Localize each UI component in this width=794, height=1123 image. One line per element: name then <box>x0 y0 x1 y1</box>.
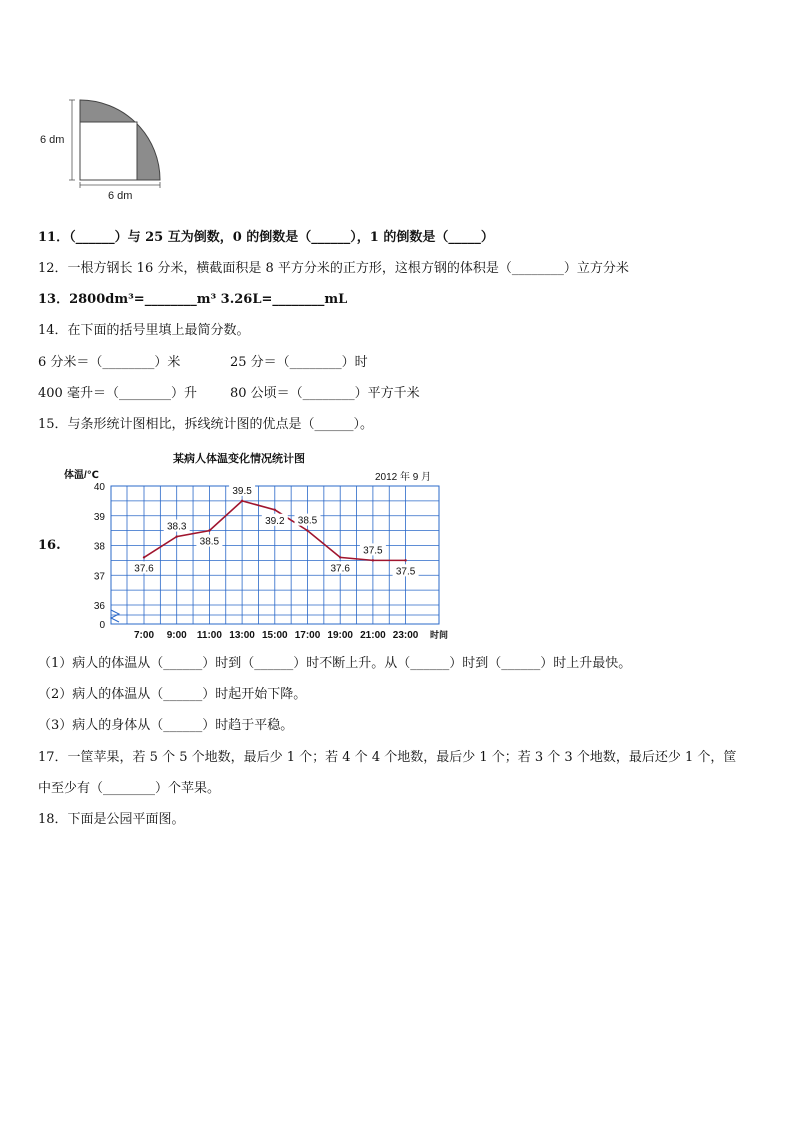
question-16-part-1: （1）病人的体温从（______）时到（______）时不断上升。从（______）时到（______）时上升最快。 <box>38 656 632 671</box>
chart-grid <box>111 486 439 624</box>
inscribed-square <box>80 122 137 180</box>
data-point <box>339 556 341 558</box>
data-label: 39.2 <box>265 515 285 527</box>
x-tick-label: 11:00 <box>196 630 222 641</box>
x-tick-label: 23:00 <box>392 630 419 641</box>
question-14a: 6 分米＝（________）米 <box>38 355 181 370</box>
data-point <box>372 559 374 561</box>
data-label: 37.5 <box>395 566 416 578</box>
x-tick-label: 15:00 <box>262 630 288 641</box>
y-tick-label: 36 <box>93 601 105 612</box>
question-14c: 400 毫升＝（________）升 <box>38 386 197 401</box>
y-tick-label: 39 <box>93 511 105 523</box>
data-point <box>404 559 406 561</box>
question-13: 13．2800dm³=________m³ 3.26L=________mL <box>38 292 348 307</box>
chart-date-note: 2012 年 9 月 <box>375 472 432 483</box>
temperature-line-chart <box>60 448 460 644</box>
question-12: 12．一根方钢长 16 分米，横截面积是 8 平方分米的正方形，这根方钢的体积是（________）立方分米 <box>38 261 629 276</box>
x-tick-label: 19:00 <box>327 630 353 641</box>
y-tick-label: 0 <box>99 620 105 631</box>
data-label: 39.5 <box>232 485 252 497</box>
question-11: 11．（______）与 25 互为倒数，0 的倒数是（______），1 的倒数是（_____） <box>38 230 494 245</box>
question-17-line-2: 中至少有（________）个苹果。 <box>38 781 221 796</box>
bottom-dimension-label: 6 dm <box>108 190 133 202</box>
x-tick-label: 21:00 <box>360 630 386 641</box>
y-tick-label: 40 <box>93 482 105 493</box>
data-label: 37.6 <box>330 563 350 575</box>
data-label: 37.5 <box>363 545 383 557</box>
data-label: 38.3 <box>166 521 187 533</box>
data-point <box>143 556 145 558</box>
question-14d: 80 公顷＝（________）平方千米 <box>230 386 420 401</box>
chart-y-axis-label: 体温/℃ <box>64 470 99 481</box>
data-label: 37.6 <box>134 563 154 575</box>
question-14b: 25 分＝（________）时 <box>230 355 368 370</box>
x-tick-label: 9:00 <box>166 630 187 641</box>
question-16-part-2: （2）病人的体温从（______）时起开始下降。 <box>38 687 307 702</box>
x-tick-label: 7:00 <box>133 630 155 641</box>
question-14: 14．在下面的括号里填上最简分数。 <box>38 323 250 338</box>
quarter-circle-figure <box>38 95 168 205</box>
data-point <box>274 509 276 511</box>
data-point <box>241 500 243 502</box>
y-tick-label: 38 <box>93 541 105 553</box>
y-tick-label: 37 <box>93 571 105 583</box>
chart-title: 某病人体温变化情况统计图 <box>173 453 305 465</box>
left-dimension-label: 6 dm <box>40 134 65 146</box>
chart-x-axis-label: 时间 <box>430 630 449 640</box>
question-18: 18．下面是公园平面图。 <box>38 812 185 827</box>
data-point <box>208 529 210 531</box>
data-label: 38.5 <box>297 515 318 527</box>
data-point <box>176 535 178 537</box>
question-16-number: 16. <box>38 538 61 553</box>
data-label: 38.5 <box>199 536 220 548</box>
data-point <box>306 529 308 531</box>
question-15: 15．与条形统计图相比，拆线统计图的优点是（______）。 <box>38 417 374 432</box>
x-tick-label: 13:00 <box>229 630 255 641</box>
x-tick-label: 17:00 <box>294 630 321 641</box>
question-17-line-1: 17．一筐苹果，若 5 个 5 个地数，最后少 1 个；若 4 个 4 个地数，最后少 1 个；若 3 个 3 个地数，最后还少 1 个，筐 <box>38 750 737 765</box>
question-16-part-3: （3）病人的身体从（______）时趋于平稳。 <box>38 718 294 733</box>
